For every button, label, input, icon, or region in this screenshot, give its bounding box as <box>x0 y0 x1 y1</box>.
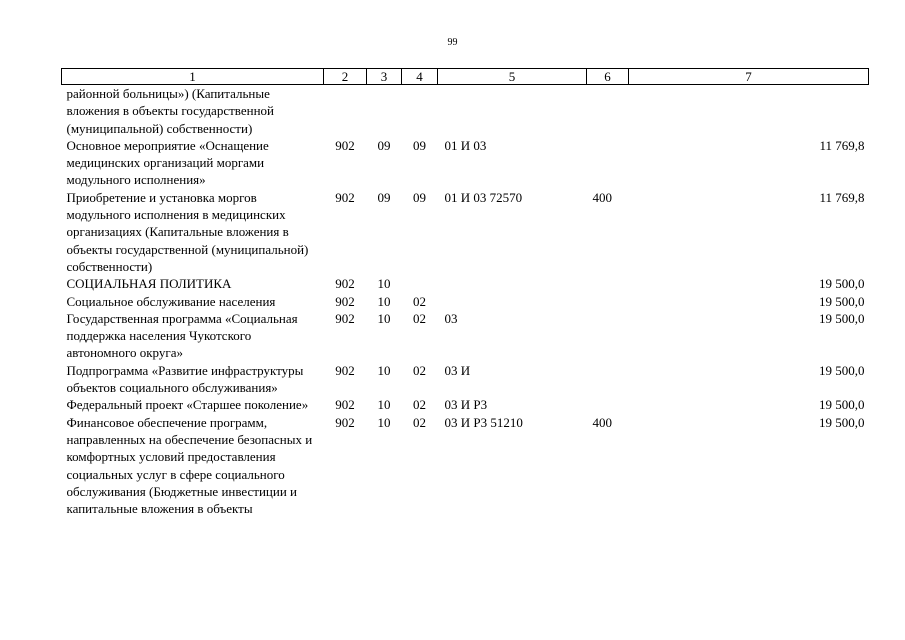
table-row <box>62 362 869 397</box>
row-sum: 19 500,0 <box>819 276 865 292</box>
row-sum: 11 769,8 <box>819 137 865 153</box>
row-csr <box>438 293 587 310</box>
header-col-6: 6 <box>587 69 629 85</box>
row-sum: 19 500,0 <box>819 414 865 430</box>
row-csr: 01 И 03 72570 <box>444 189 523 205</box>
row-rz: 10 <box>377 276 391 292</box>
row-sum: 19 500,0 <box>819 293 865 309</box>
header-col-1: 1 <box>62 69 324 85</box>
row-rz: 09 <box>377 189 391 205</box>
row-vr <box>587 85 629 137</box>
row-sum <box>629 85 869 137</box>
row-vr: 400 <box>592 189 612 205</box>
row-vr <box>587 310 629 362</box>
row-csr: 03 <box>444 310 458 326</box>
row-ved <box>324 85 367 137</box>
header-col-2: 2 <box>324 69 367 85</box>
row-pr <box>402 85 438 137</box>
row-pr: 09 <box>413 137 426 153</box>
row-sum: 11 769,8 <box>819 189 865 205</box>
table-row <box>62 310 869 362</box>
row-ved: 902 <box>335 276 355 292</box>
table-row <box>62 396 869 413</box>
row-pr: 02 <box>413 362 426 378</box>
row-sum: 19 500,0 <box>819 362 865 378</box>
row-vr <box>587 275 629 292</box>
row-csr: 03 И Р3 51210 <box>444 414 523 430</box>
page-number: 99 <box>447 37 458 48</box>
header-col-3: 3 <box>367 69 402 85</box>
table-row <box>62 85 869 137</box>
row-vr <box>587 396 629 413</box>
row-name: Приобретение и установка моргов модульного исполнения в медицинских организациях (Капитальные вложения в объекты государственной (муниципальной) собственности) <box>66 189 309 274</box>
row-sum: 19 500,0 <box>819 310 865 326</box>
row-vr <box>587 293 629 310</box>
row-pr <box>402 275 438 292</box>
row-pr: 02 <box>413 293 426 309</box>
row-sum: 19 500,0 <box>819 397 865 413</box>
row-ved: 902 <box>335 293 355 309</box>
row-pr: 09 <box>413 189 426 205</box>
table-row <box>62 275 869 292</box>
row-name: Финансовое обеспечение программ, направленных на обеспечение безопасных и комфортных условий предоставления социальных услуг в сфере социального обслуживания (Бюджетные инвестиции и капитальные вложения в объекты <box>66 414 313 517</box>
row-csr: 03 И <box>444 362 471 378</box>
row-ved: 902 <box>335 362 355 378</box>
row-csr: 01 И 03 <box>444 137 487 153</box>
row-name: Федеральный проект «Старшее поколение» <box>66 397 309 413</box>
row-name: Государственная программа «Социальная поддержка населения Чукотского автономного округа» <box>66 310 298 361</box>
row-rz: 10 <box>377 362 391 378</box>
row-rz: 10 <box>377 414 391 430</box>
row-csr <box>438 85 587 137</box>
header-col-7: 7 <box>629 69 869 85</box>
row-rz: 09 <box>377 137 391 153</box>
row-pr: 02 <box>413 310 426 326</box>
row-vr <box>587 362 629 397</box>
row-vr <box>587 137 629 189</box>
row-ved: 902 <box>335 310 355 326</box>
row-csr: 03 И Р3 <box>444 397 488 413</box>
row-rz: 10 <box>377 310 391 326</box>
table-row <box>62 137 869 189</box>
row-name: СОЦИАЛЬНАЯ ПОЛИТИКА <box>66 276 232 292</box>
table-header-row <box>62 69 869 85</box>
header-col-4: 4 <box>402 69 438 85</box>
row-pr: 02 <box>413 414 426 430</box>
row-rz: 10 <box>377 397 391 413</box>
header-col-5: 5 <box>438 69 587 85</box>
row-name: районной больницы») (Капитальные вложения в объекты государственной (муниципальной) собственности) <box>66 86 274 136</box>
row-csr <box>438 275 587 292</box>
row-rz: 10 <box>377 293 391 309</box>
row-pr: 02 <box>413 397 426 413</box>
row-vr: 400 <box>592 414 612 430</box>
row-ved: 902 <box>335 414 355 430</box>
table-row <box>62 293 869 310</box>
row-ved: 902 <box>335 137 355 153</box>
row-name: Основное мероприятие «Оснащение медицинских организаций моргами модульного исполнения» <box>66 137 269 188</box>
table-row <box>62 414 869 518</box>
budget-table <box>61 68 869 517</box>
row-ved: 902 <box>335 397 355 413</box>
row-ved: 902 <box>335 189 355 205</box>
row-rz <box>367 85 402 137</box>
row-name: Подпрограмма «Развитие инфраструктуры объектов социального обслуживания» <box>66 362 304 396</box>
row-name: Социальное обслуживание населения <box>66 293 276 309</box>
table-row <box>62 189 869 275</box>
